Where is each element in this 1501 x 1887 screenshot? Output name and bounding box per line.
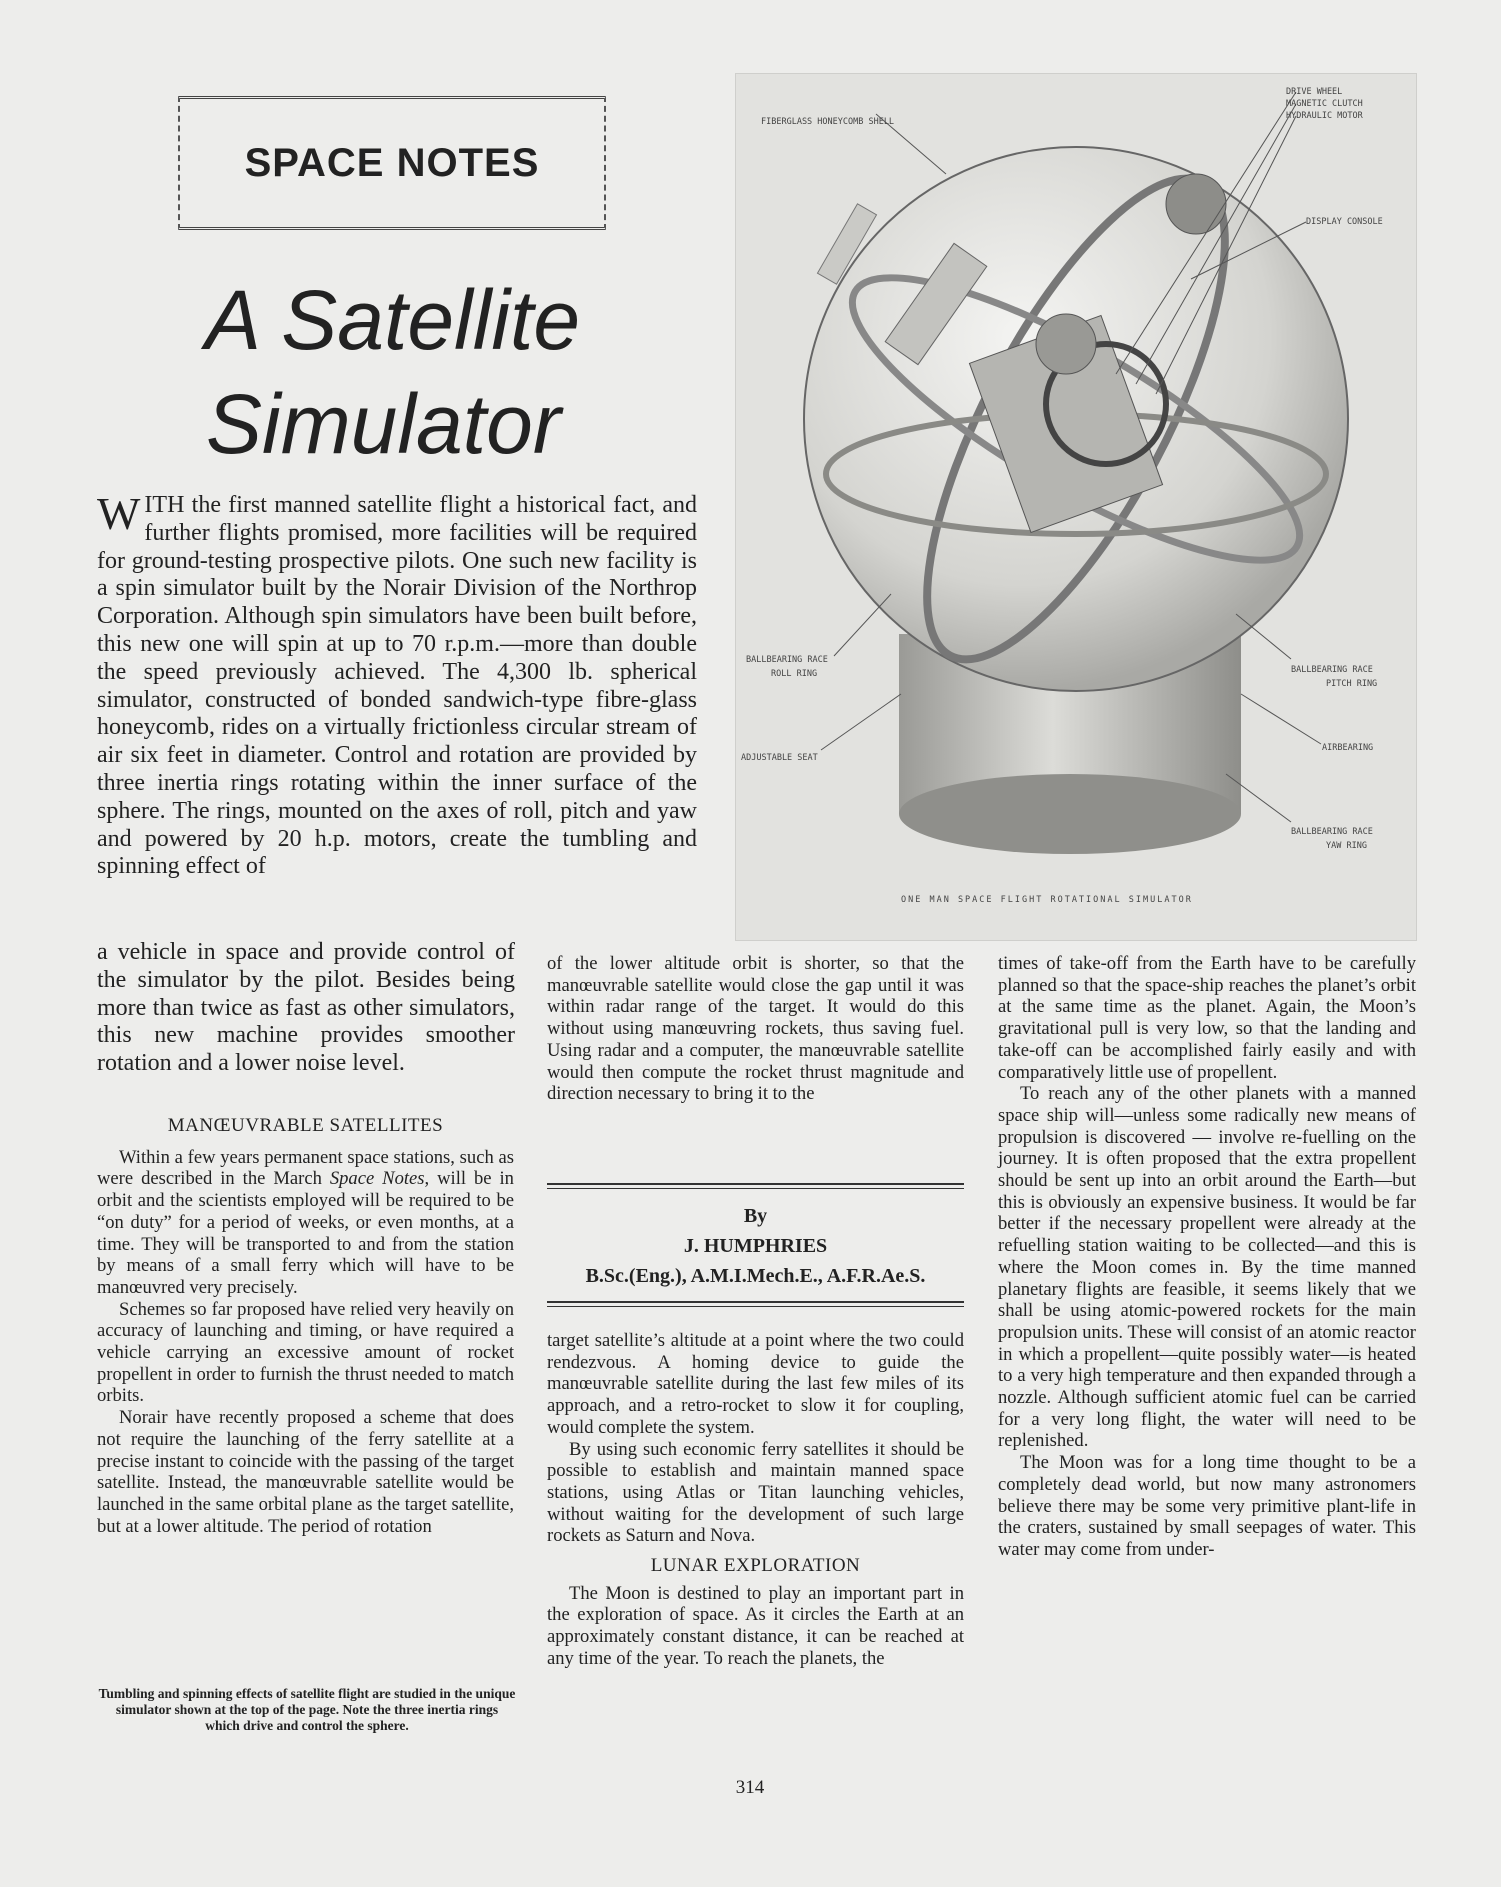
label-ballbearing-pitch: BALLBEARING RACE [1291,665,1373,675]
col2-paragraph-2: target satellite’s altitude at a point where the two could rendezvous. A homing device to guide the manœuvrable satellite during the last few miles of its approach, and a retro-rocket to slow it for coupling, would complete the system. [547,1330,964,1438]
photo-caption: Tumbling and spinning effects of satellite flight are studied in the unique simulator shown at the top of the page. Note the three inertia rings which drive and control the sphere. [98,1686,516,1733]
simulator-illustration [735,73,1417,941]
column-1 [97,1115,514,1537]
byline-by: By [743,1205,768,1227]
label-roll-ring: ROLL RING [771,669,818,679]
col1-paragraph-2: Schemes so far proposed have relied very heavily on accuracy of launching and timing, or have required a vehicle carrying an excessive amount of rocket propellent in order to furnish the thrust needed to match orbits. [97,1298,514,1407]
label-fiberglass: FIBERGLASS HONEYCOMB SHELL [761,117,895,127]
heading-lunar-exploration: LUNAR EXPLORATION [650,1555,861,1577]
column-3 [998,953,1416,1561]
lead-text-part1: ITH the first manned satellite flight a historical fact, and further flights promised, more facilities will be required for ground-testing prospective pilots. One such new facility is a spin simulator built by the Norair Division of the Northrop Corporation. Although spin simulators have been built before, this new one will spin at up to 70 r.p.m.—more than double the speed previously achieved. The 4,300 lb. spherical simulator, constructed of bonded sandwich-type fibre-glass honeycomb, rides on a virtually frictionless circular stream of air six feet in diameter. Control and rotation are provided by three inertia rings rotating within the inner surface of the sphere. The rings, mounted on the axes of roll, pitch and yaw and powered by 20 h.p. motors, create the tumbling and spinning effect of [97,492,697,880]
drop-cap: W [97,488,141,539]
column-2-continued [547,1330,964,1670]
lead-paragraph [97,488,697,881]
col3-paragraph-1: times of take-off from the Earth have to be carefully planned so that the space-ship reaches the planet’s orbit at the same time as the planet. Again, the Moon’s gravitational pull is very low, so that the landing and take-off can be accomplished fairly easily and with comparatively little use of propellent. [998,953,1416,1083]
col3-paragraph-3: The Moon was for a long time thought to be a completely dead world, but now many astronomers believe there may be some very primitive plant-life in the craters, sustained by small seepages of water. This water may come from under- [998,1452,1416,1560]
col1-paragraph-1: Within a few years permanent space stations, such as were described in the March Space Notes, will be in orbit and the scientists employed will be required to be “on duty” for a period of weeks, or even months, at a time. They will be transported to and from the station by means of a small ferry which will have to be manœuvred very precisely. [97,1146,514,1298]
label-pitch-ring: PITCH RING [1326,679,1378,689]
col1-paragraph-3: Norair have recently proposed a scheme that does not require the launching of the ferry satellite at a precise instant to coincide with the passing of the target satellite. Instead, the manœuvrable satellite would be launched in the same orbital plane as the target satellite, but at a lower altitude. The period of rotation [97,1407,514,1537]
col3-paragraph-2: To reach any of the other planets with a manned space ship will—unless some radically new means of propulsion is discovered — involve re-fuelling on the journey. It is often proposed that the extra propellent should be sent up into an orbit around the Earth—but this is obviously an expensive business. It would be far better if the necessary propellent were already at the refuelling station waiting to be collected—and this is where the Moon comes in. By the time manned planetary flights are feasible, it seems likely that we shall be using atomic-powered rockets for the main propulsion units. These will consist of an atomic reactor in which a propellent—quite possibly water—is heated to a very high temperature and then expanded through a nozzle. Although sufficient atomic fuel can be carried for a very long flight, the water will need to be replenished. [998,1083,1416,1452]
col2-paragraph-1: of the lower altitude orbit is shorter, so that the manœuvrable satellite would close the gap until it was within radar range of the target. It would do this without using manœuvring rockets, thus saving fuel. Using radar and a computer, the manœuvrable satellite would then compute the rocket thrust magnitude and direction necessary to bring it to the [547,953,964,1105]
heading-manoeuvrable-satellites: MANŒUVRABLE SATELLITES [167,1115,444,1136]
label-airbearing: AIRBEARING [1322,743,1374,753]
lead-text-part2: a vehicle in space and provide control of the simulator by the pilot. Besides being more than twice as fast as other simulators, this new machine provides smoother rotation and a lower noise level. [97,939,515,1077]
simulator-drawing [736,74,1416,940]
label-drive-wheel: DRIVE WHEEL [1286,87,1343,97]
article-title-line2: Simulator [206,377,561,471]
label-display-console: DISPLAY CONSOLE [1306,217,1383,227]
section-label: SPACE NOTES [244,140,540,185]
byline-rule-top [547,1183,964,1189]
label-ballbearing-yaw: BALLBEARING RACE [1291,827,1373,837]
byline-author: J. HUMPHRIES [683,1235,828,1257]
article-title-line1: A Satellite [205,273,581,367]
byline-block [547,1183,964,1307]
label-yaw-ring: YAW RING [1326,841,1367,851]
label-hydraulic-motor: HYDRAULIC MOTOR [1286,111,1363,121]
col2-paragraph-4: The Moon is destined to play an important part in the exploration of space. As it circles the Earth at an approximately constant distance, it can be reached at any time of the year. To reach the planets, the [547,1582,964,1669]
label-adjustable-seat: ADJUSTABLE SEAT [741,753,818,763]
illustration-caption: ONE MAN SPACE FLIGHT ROTATIONAL SIMULATOR [901,895,1193,905]
column-2 [547,953,964,1105]
col2-paragraph-3: By using such economic ferry satellites it should be possible to establish and maintain manned space stations, using Atlas or Titan launching vehicles, without waiting for the development of such large rockets as Saturn and Nova. [547,1438,964,1547]
page-number: 314 [735,1777,765,1798]
byline-credentials: B.Sc.(Eng.), A.M.I.Mech.E., A.F.R.Ae.S. [585,1265,926,1287]
byline-rule-bottom [547,1301,964,1307]
section-label-box [178,96,606,230]
label-magnetic-clutch: MAGNETIC CLUTCH [1286,99,1363,109]
label-ballbearing-roll: BALLBEARING RACE [746,655,828,665]
